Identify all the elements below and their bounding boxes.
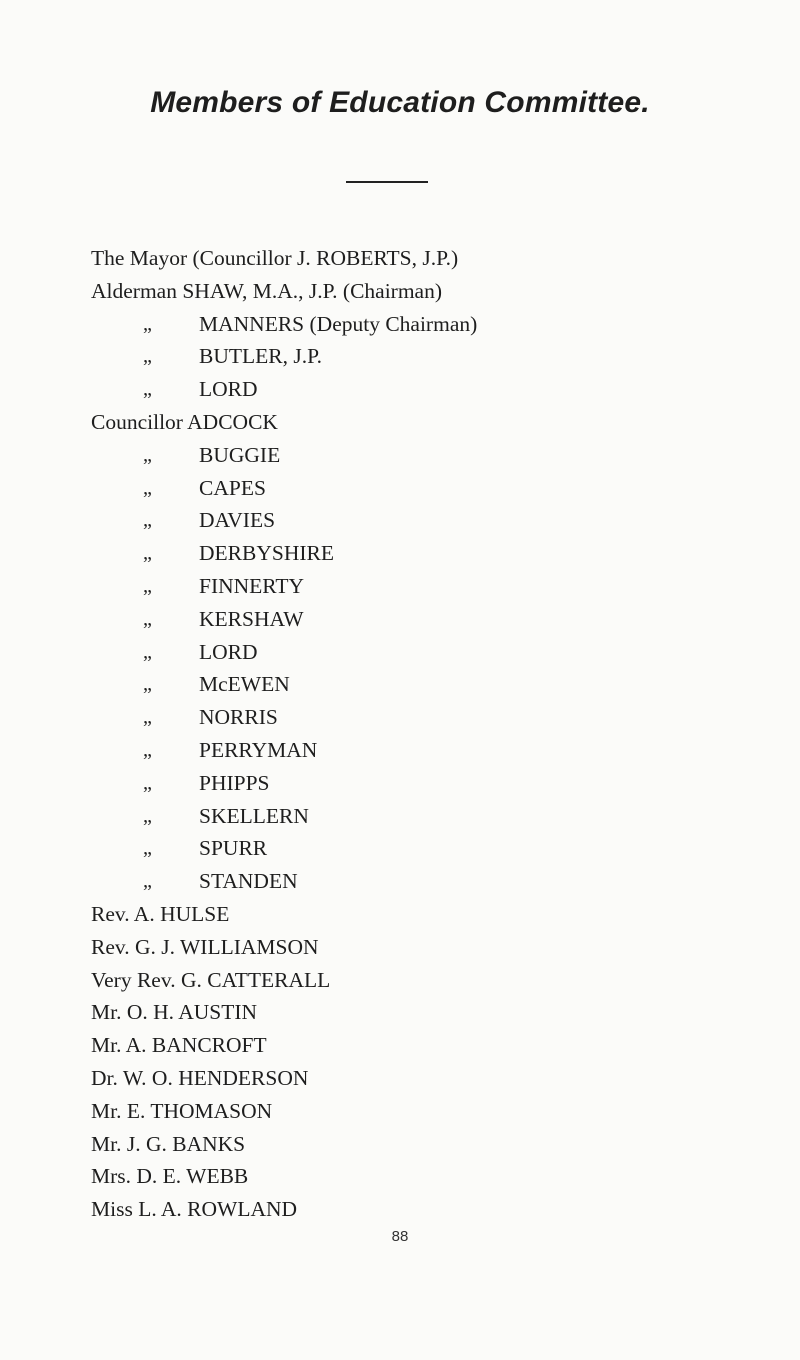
member-row <box>91 898 477 931</box>
ditto-mark: „ <box>143 443 152 466</box>
member-row <box>91 1128 477 1161</box>
ditto-mark: „ <box>143 738 152 761</box>
member-row <box>91 734 477 767</box>
member-name: Councillor ADCOCK <box>91 409 278 434</box>
member-name: Alderman SHAW, M.A., J.P. (Chairman) <box>91 278 443 303</box>
member-row <box>91 636 477 669</box>
member-row <box>91 308 477 341</box>
member-name: Miss L. A. ROWLAND <box>91 1197 298 1222</box>
member-name: McEWEN <box>199 672 290 697</box>
member-name: FINNERTY <box>199 573 305 598</box>
member-row <box>91 242 477 275</box>
member-row <box>91 373 477 406</box>
ditto-mark: „ <box>143 706 152 729</box>
page-title: Members of Education Committee. <box>150 86 650 119</box>
member-name: Dr. W. O. HENDERSON <box>91 1065 309 1090</box>
member-row <box>91 931 477 964</box>
member-name: Mrs. D. E. WEBB <box>91 1164 249 1189</box>
member-row <box>91 1029 477 1062</box>
member-name: DAVIES <box>199 508 276 533</box>
member-name: CAPES <box>199 475 266 500</box>
member-row <box>91 668 477 701</box>
member-row <box>91 800 477 833</box>
member-name: The Mayor (Councillor J. ROBERTS, J.P.) <box>91 246 459 270</box>
ditto-mark: „ <box>143 640 152 663</box>
member-row <box>91 996 477 1029</box>
member-name: Very Rev. G. CATTERALL <box>91 967 331 992</box>
ditto-mark: „ <box>143 771 152 794</box>
member-row <box>91 603 477 636</box>
member-name: Mr. E. THOMASON <box>91 1098 273 1123</box>
member-name: BUGGIE <box>199 442 281 467</box>
member-name: DERBYSHIRE <box>199 541 334 566</box>
member-row <box>91 832 477 865</box>
member-name: Rev. G. J. WILLIAMSON <box>91 934 319 959</box>
member-row <box>91 570 477 603</box>
member-row <box>91 406 477 439</box>
member-name: Mr. O. H. AUSTIN <box>91 1000 258 1025</box>
ditto-mark: „ <box>143 870 152 893</box>
ditto-mark: „ <box>143 378 152 401</box>
member-name: STANDEN <box>199 869 298 894</box>
ditto-mark: „ <box>143 312 152 335</box>
member-name: BUTLER, J.P. <box>199 344 323 369</box>
ditto-mark: „ <box>143 345 152 368</box>
member-name: SPURR <box>199 836 268 861</box>
ditto-mark: „ <box>143 673 152 696</box>
ditto-mark: „ <box>143 804 152 827</box>
ditto-mark: „ <box>143 542 152 565</box>
member-row <box>91 1160 477 1193</box>
member-name: Rev. A. HULSE <box>91 901 230 926</box>
member-row <box>91 1193 477 1226</box>
member-row <box>91 472 477 505</box>
member-name: MANNERS (Deputy Chairman) <box>199 311 478 336</box>
page-number: 88 <box>391 1228 409 1245</box>
member-name: SKELLERN <box>199 803 309 828</box>
member-name: KERSHAW <box>199 606 304 631</box>
member-name: LORD <box>199 377 258 402</box>
member-row <box>91 1062 477 1095</box>
member-row <box>91 275 477 308</box>
title-divider <box>346 181 428 183</box>
member-row <box>91 964 477 997</box>
ditto-mark: „ <box>143 607 152 630</box>
member-row <box>91 701 477 734</box>
member-name: LORD <box>199 639 258 664</box>
member-row <box>91 340 477 373</box>
member-row <box>91 767 477 800</box>
member-name: NORRIS <box>199 705 278 730</box>
ditto-mark: „ <box>143 574 152 597</box>
member-row <box>91 1095 477 1128</box>
member-row <box>91 504 477 537</box>
member-name: Mr. A. BANCROFT <box>91 1033 267 1058</box>
member-row <box>91 537 477 570</box>
ditto-mark: „ <box>143 476 152 499</box>
member-row <box>91 439 477 472</box>
member-row <box>91 865 477 898</box>
member-name: PERRYMAN <box>199 737 318 762</box>
ditto-mark: „ <box>143 837 152 860</box>
ditto-mark: „ <box>143 509 152 532</box>
member-list <box>91 242 477 1226</box>
member-name: Mr. J. G. BANKS <box>91 1131 246 1156</box>
member-name: PHIPPS <box>199 770 270 795</box>
